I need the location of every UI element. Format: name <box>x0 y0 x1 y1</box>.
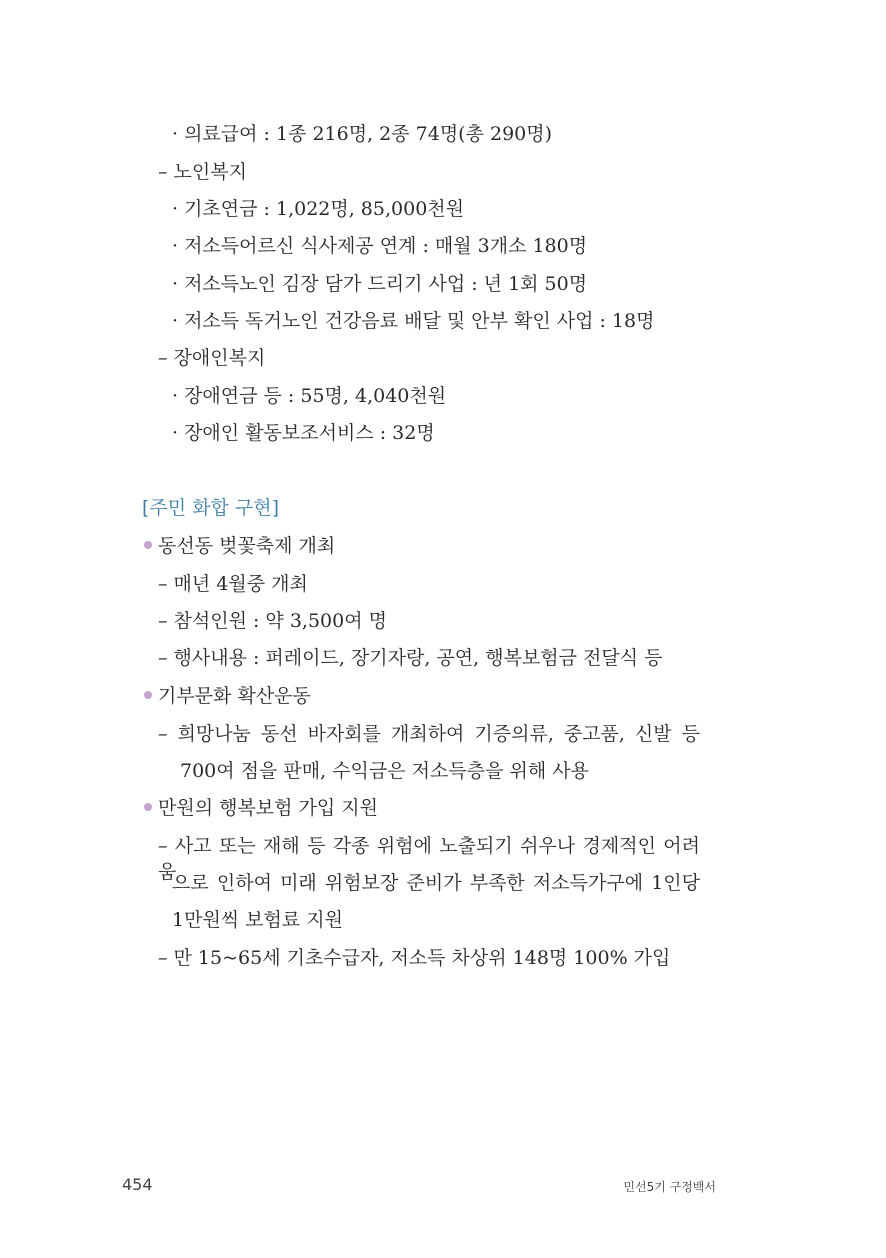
disabled-pension-line: · 장애연금 등 : 55명, 4,040천원 <box>172 385 447 407</box>
medical-aid-line: · 의료급여 : 1종 216명, 2종 74명(총 290명) <box>172 123 553 145</box>
cherry-festival-item <box>144 533 335 559</box>
insurance-title: 만원의 행복보험 가입 지원 <box>158 797 379 819</box>
insurance-item <box>144 795 378 821</box>
bullet-icon <box>144 803 152 811</box>
activity-support-line: · 장애인 활동보조서비스 : 32명 <box>172 422 435 444</box>
page-number: 454 <box>122 1175 153 1194</box>
insurance-line-3: 1만원씩 보험료 지원 <box>172 909 343 931</box>
section-title: [주민 화합 구현] <box>142 497 280 519</box>
disabled-welfare-header: – 장애인복지 <box>158 347 266 369</box>
basic-pension-line: · 기초연금 : 1,022명, 85,000천원 <box>172 198 464 220</box>
cherry-held-line: – 매년 4월중 개최 <box>158 573 308 595</box>
elderly-welfare-header: – 노인복지 <box>158 161 247 183</box>
donation-line-2: 700여 점을 판매, 수익금은 저소득층을 위해 사용 <box>180 760 589 782</box>
donation-item <box>144 683 311 709</box>
cherry-festival-title: 동선동 벚꽃축제 개최 <box>158 535 336 557</box>
cherry-events-line: – 행사내용 : 퍼레이드, 장기자랑, 공연, 행복보험금 전달식 등 <box>158 647 663 669</box>
insurance-line-1: – 사고 또는 재해 등 각종 위험에 노출되기 쉬우나 경제적인 어려움 <box>158 835 700 883</box>
kimchi-line: · 저소득노인 김장 담가 드리기 사업 : 년 1회 50명 <box>172 273 588 295</box>
donation-title: 기부문화 확산운동 <box>158 685 311 707</box>
insurance-line-2: 으로 인하여 미래 위험보장 준비가 부족한 저소득가구에 1인당 <box>172 872 700 894</box>
meal-service-line: · 저소득어르신 식사제공 연계 : 매월 3개소 180명 <box>172 235 588 257</box>
bullet-icon <box>144 541 152 549</box>
cherry-attendees-line: – 참석인원 : 약 3,500여 명 <box>158 610 387 632</box>
book-title: 민선5기 구정백서 <box>623 1180 716 1194</box>
donation-line-1: – 희망나눔 동선 바자회를 개최하여 기증의류, 중고품, 신발 등 <box>158 723 700 745</box>
health-drink-line: · 저소득 독거노인 건강음료 배달 및 안부 확인 사업 : 18명 <box>172 310 655 332</box>
insurance-line-4: – 만 15~65세 기초수급자, 저소득 차상위 148명 100% 가입 <box>158 947 671 969</box>
bullet-icon <box>144 691 152 699</box>
